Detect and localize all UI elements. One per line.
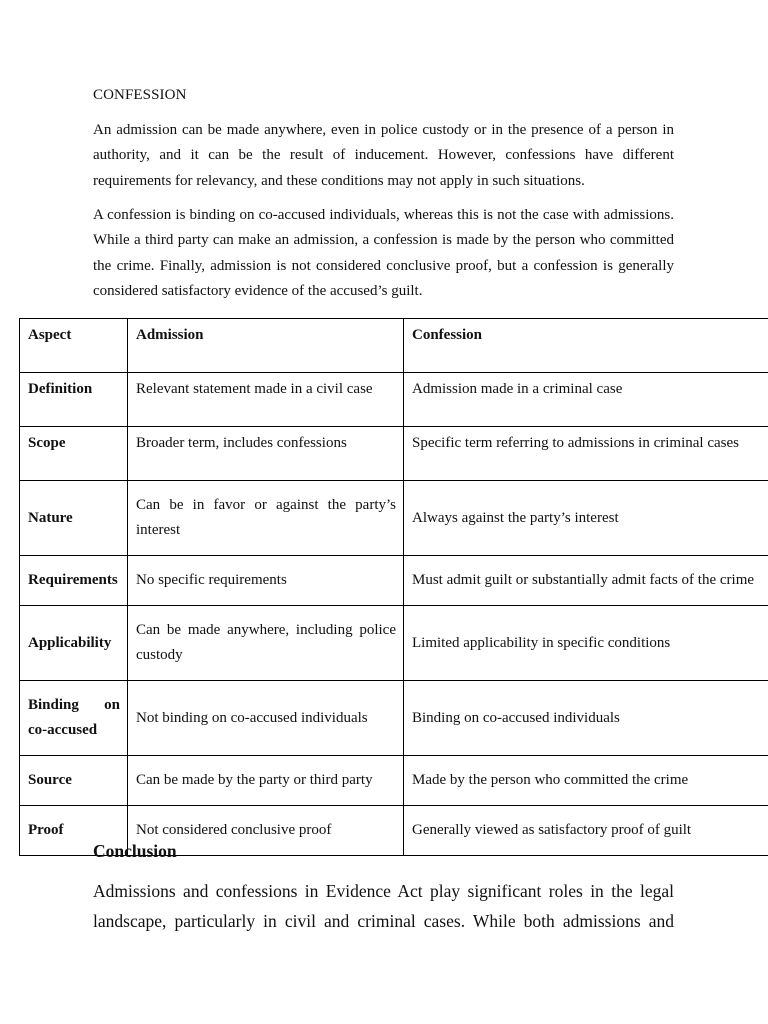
- row-admission-cell: Not binding on co-accused individuals: [128, 681, 404, 756]
- row-aspect-cell: Requirements: [20, 556, 128, 606]
- header-cell-aspect: Aspect: [20, 319, 128, 373]
- row-confession-cell: Must admit guilt or substantially admit facts of the crime: [404, 556, 768, 606]
- section-heading: CONFESSION: [93, 87, 187, 103]
- body-paragraph: A confession is binding on co-accused individuals, whereas this is not the case with admissions. While a third party can make an admission, a confession is made by the person who committed the crime. Finally, admission is not considered conclusive proof, but a confession is generally considered satisfactory evidence of the accused’s guilt.: [93, 207, 674, 299]
- table-row: [20, 606, 768, 681]
- table-row: [20, 373, 768, 427]
- row-admission-cell: Broader term, includes confessions: [128, 427, 404, 481]
- table-header-row: [20, 319, 768, 373]
- table-row: [20, 756, 768, 806]
- row-confession-cell: Binding on co-accused individuals: [404, 681, 768, 756]
- conclusion-heading: Conclusion: [93, 841, 177, 861]
- header-cell-confession: Confession: [404, 319, 768, 373]
- row-confession-cell: Generally viewed as satisfactory proof of guilt: [404, 806, 768, 856]
- row-aspect-cell: Binding on co-accused: [20, 681, 128, 756]
- row-aspect-cell: Proof: [20, 806, 128, 856]
- row-confession-cell: Limited applicability in specific conditions: [404, 606, 768, 681]
- row-admission-cell: Can be made anywhere, including police custody: [128, 606, 404, 681]
- row-aspect-cell: Nature: [20, 481, 128, 556]
- row-admission-cell: Relevant statement made in a civil case: [128, 373, 404, 427]
- table-row: [20, 481, 768, 556]
- table-row: [20, 681, 768, 756]
- row-confession-cell: Admission made in a criminal case: [404, 373, 768, 427]
- header-cell-admission: Admission: [128, 319, 404, 373]
- row-aspect-cell: Applicability: [20, 606, 128, 681]
- table-row: [20, 556, 768, 606]
- comparison-table: [19, 318, 768, 856]
- row-aspect-cell: Scope: [20, 427, 128, 481]
- row-admission-cell: No specific requirements: [128, 556, 404, 606]
- row-aspect-cell: Definition: [20, 373, 128, 427]
- row-admission-cell: Can be in favor or against the party’s interest: [128, 481, 404, 556]
- conclusion-paragraph: Admissions and confessions in Evidence Act play significant roles in the legal landscape, particularly in civil and criminal cases. While both admissions and: [93, 881, 674, 931]
- row-confession-cell: Specific term referring to admissions in criminal cases: [404, 427, 768, 481]
- row-confession-cell: Always against the party’s interest: [404, 481, 768, 556]
- row-aspect-cell: Source: [20, 756, 128, 806]
- row-admission-cell: Can be made by the party or third party: [128, 756, 404, 806]
- row-confession-cell: Made by the person who committed the crime: [404, 756, 768, 806]
- row-admission-cell: Not considered conclusive proof: [128, 806, 404, 856]
- body-paragraph: An admission can be made anywhere, even in police custody or in the presence of a person in authority, and it can be the result of inducement. However, confessions have different requirements for relevancy, and these conditions may not apply in such situations.: [93, 122, 674, 189]
- table-row: [20, 427, 768, 481]
